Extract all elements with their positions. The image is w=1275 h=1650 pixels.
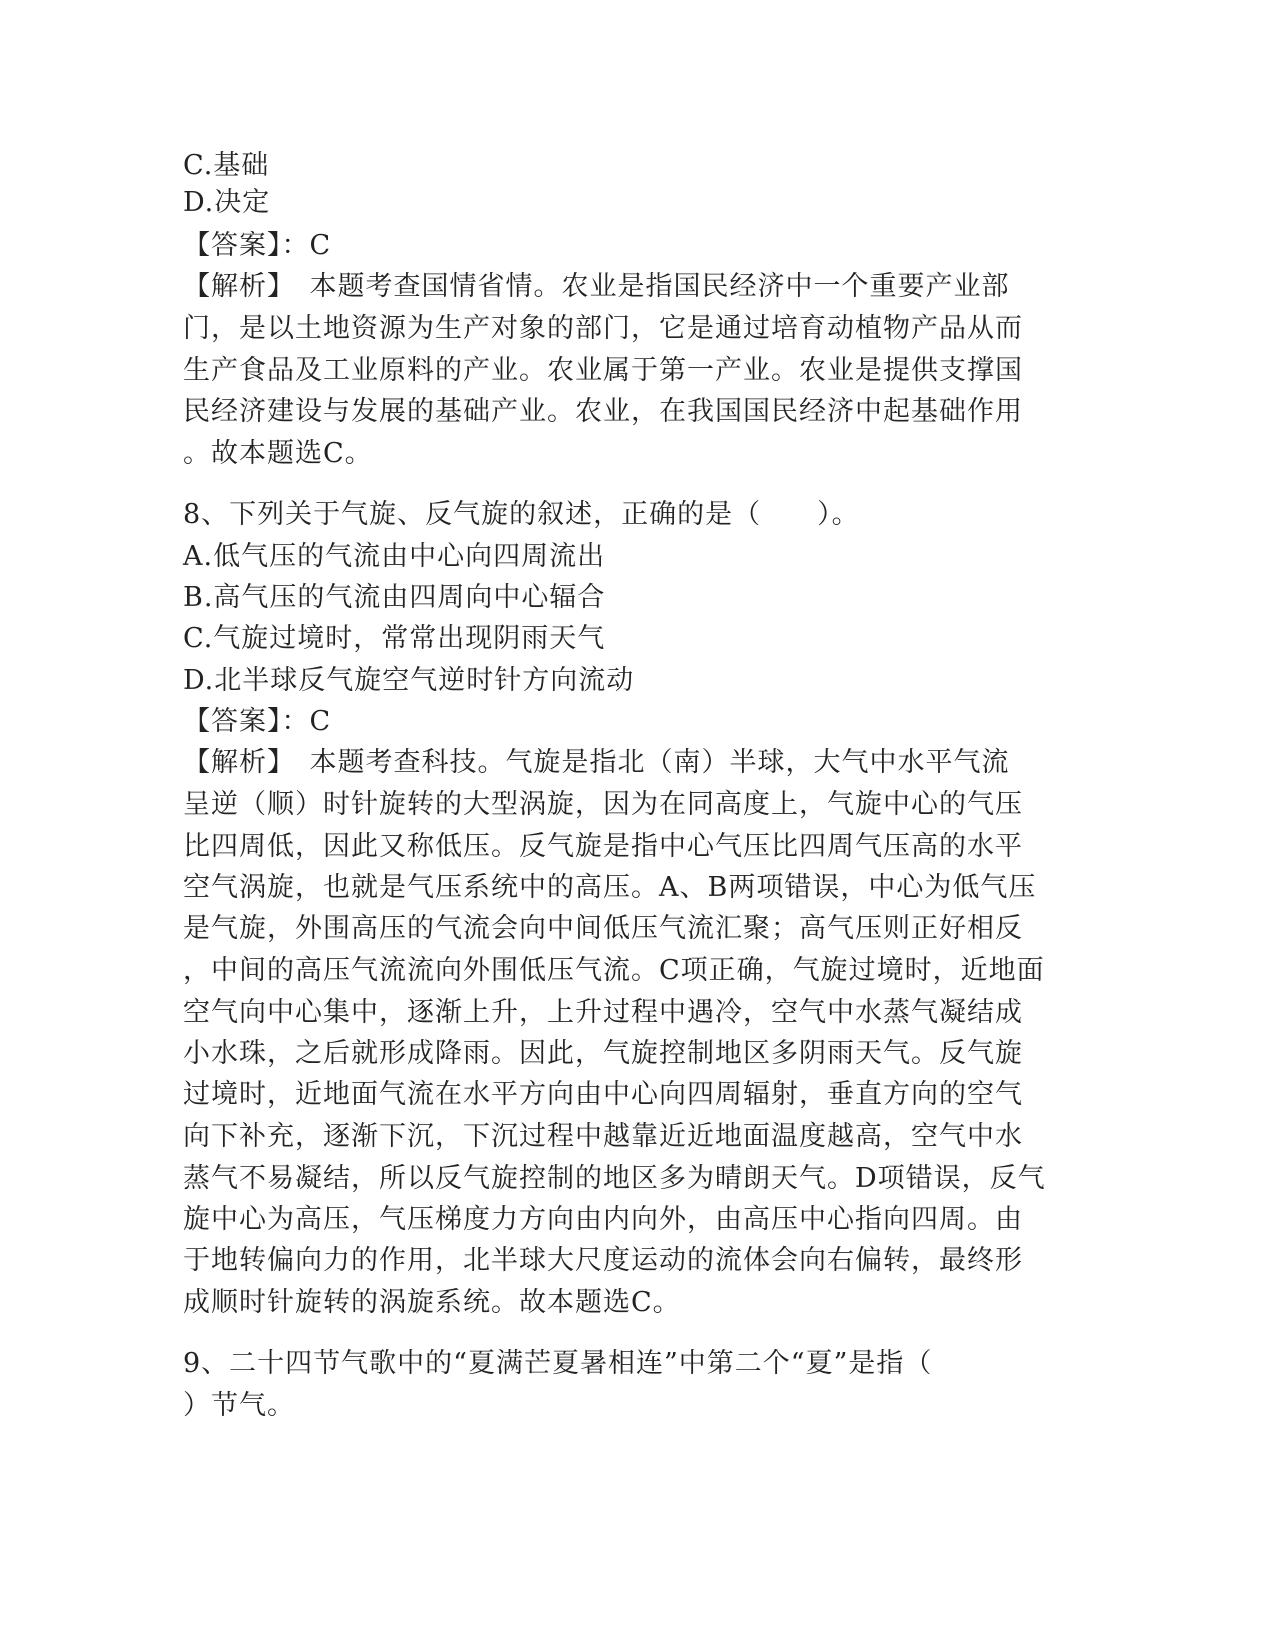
q7-analysis-line: 。故本题选C。 [183,438,373,469]
q8-analysis-line: 向下补充，逐渐下沉，下沉过程中越靠近近地面温度越高，空气中水 [183,1121,1023,1152]
q8-analysis-line: 蒸气不易凝结，所以反气旋控制的地区多为晴朗天气。D项错误，反气 [183,1163,1046,1194]
q9-question-line: 9、二十四节气歌中的“夏满芒夏暑相连”中第二个“夏”是指（ [183,1348,933,1379]
q8-option-b: B.高气压的气流由四周向中心辐合 [183,582,606,613]
q8-question: 8、下列关于气旋、反气旋的叙述，正确的是（ ）。 [183,499,860,530]
q8-option-a: A.低气压的气流由中心向四周流出 [183,541,606,572]
q7-answer: 【答案】：C [183,230,332,261]
q8-answer: 【答案】：C [183,706,332,737]
q8-option-c: C.气旋过境时，常常出现阴雨天气 [183,623,606,654]
q8-analysis-line: 比四周低，因此又称低压。反气旋是指中心气压比四周气压高的水平 [183,831,1023,862]
q7-analysis-line: 门，是以土地资源为生产对象的部门，它是通过培育动植物产品从而 [183,313,1023,344]
q8-analysis-line: 是气旋，外围高压的气流会向中间低压气流汇聚；高气压则正好相反 [183,913,1023,944]
q8-option-d: D.北半球反气旋空气逆时针方向流动 [183,665,635,696]
q9-question-line: ）节气。 [183,1390,295,1421]
q8-analysis-line: 旋中心为高压，气压梯度力方向由内向外，由高压中心指向四周。由 [183,1204,1023,1235]
q8-analysis-line: 小水珠，之后就形成降雨。因此，气旋控制地区多阴雨天气。反气旋 [183,1038,1023,1069]
q7-analysis-line: 民经济建设与发展的基础产业。农业，在我国国民经济中起基础作用 [183,396,1023,427]
q8-analysis-line: 成顺时针旋转的涡旋系统。故本题选C。 [183,1287,681,1318]
q7-option-c: C.基础 [183,150,270,181]
q8-analysis-line: ，中间的高压气流流向外围低压气流。C项正确，气旋过境时，近地面 [183,955,1045,986]
q8-analysis-line: 【解析】 本题考查科技。气旋是指北（南）半球，大气中水平气流 [183,747,1010,778]
q8-analysis-line: 过境时，近地面气流在水平方向由中心向四周辐射，垂直方向的空气 [183,1079,1023,1110]
q8-analysis-line: 于地转偏向力的作用，北半球大尺度运动的流体会向右偏转，最终形 [183,1245,1023,1276]
q8-analysis-line: 呈逆（顺）时针旋转的大型涡旋，因为在同高度上，气旋中心的气压 [183,789,1023,820]
q7-analysis-line: 【解析】 本题考查国情省情。农业是指国民经济中一个重要产业部 [183,271,1010,302]
q7-option-d: D.决定 [183,187,271,218]
q7-analysis-line: 生产食品及工业原料的产业。农业属于第一产业。农业是提供支撑国 [183,355,1023,386]
q8-analysis-line: 空气涡旋，也就是气压系统中的高压。A、B两项错误，中心为低气压 [183,872,1037,903]
q8-analysis-line: 空气向中心集中，逐渐上升，上升过程中遇冷，空气中水蒸气凝结成 [183,997,1023,1028]
